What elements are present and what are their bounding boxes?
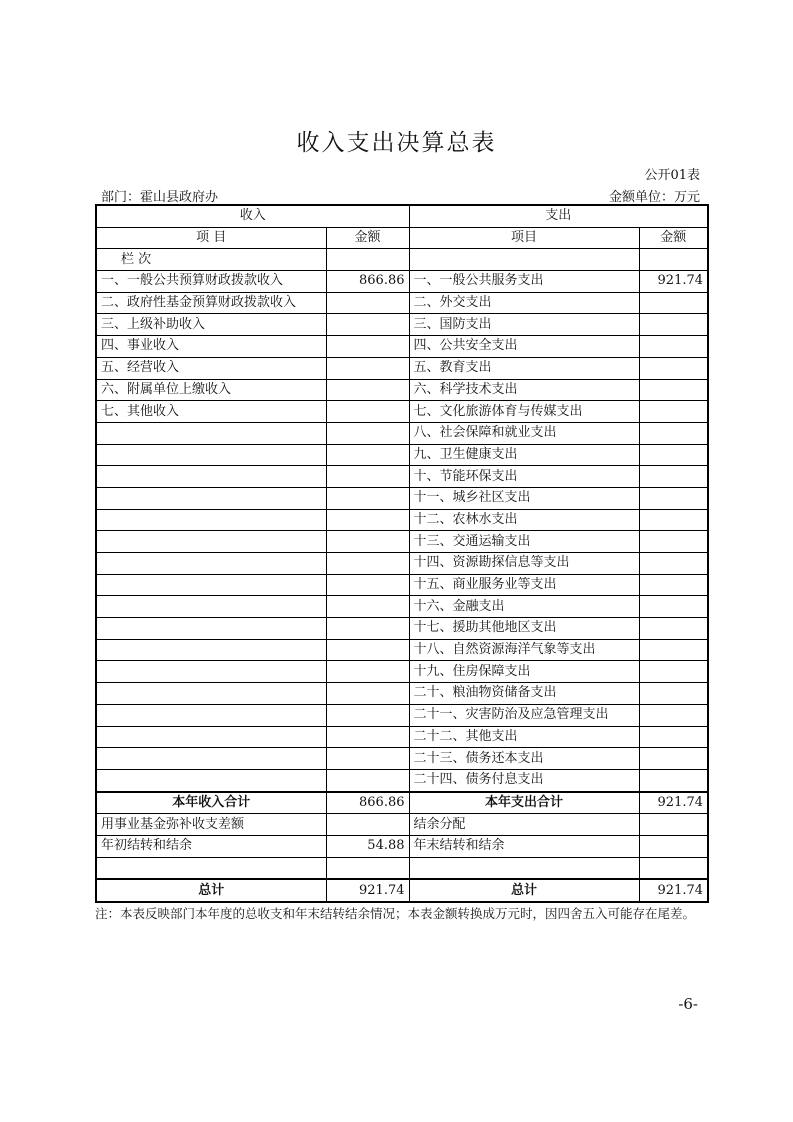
- expense-amount-cell: [639, 683, 708, 705]
- income-amount-cell: [326, 769, 409, 791]
- department-label: 部门：霍山县政府办: [101, 190, 219, 205]
- expense-item-cell: 九、卫生健康支出: [409, 444, 639, 466]
- income-item-cell: 四、事业收入: [96, 336, 326, 358]
- income-item-cell: [96, 553, 326, 575]
- income-amount-cell: [326, 357, 409, 379]
- expense-item-cell: 十八、自然资源海洋气象等支出: [409, 639, 639, 661]
- expense-amount-cell: [639, 509, 708, 531]
- table-row: [96, 466, 708, 488]
- expense-item-cell: 一、一般公共服务支出: [409, 271, 639, 293]
- year-total-row: [96, 792, 708, 814]
- summary-table: [95, 204, 709, 903]
- income-item-cell: 二、政府性基金预算财政拨款收入: [96, 292, 326, 314]
- income-amount-cell: [326, 553, 409, 575]
- income-amount-cell: [326, 444, 409, 466]
- income-item-cell: [96, 531, 326, 553]
- table-row: [96, 271, 708, 293]
- income-item-cell: [96, 769, 326, 791]
- income-item-cell: [96, 466, 326, 488]
- expense-amount-cell: [639, 401, 708, 423]
- income-amount-cell: [326, 661, 409, 683]
- expense-amount-cell: [639, 857, 708, 879]
- expense-amount-header: 金额: [639, 227, 708, 249]
- expense-amount-cell: [639, 336, 708, 358]
- income-amount-header: 金额: [326, 227, 409, 249]
- income-item-header: 项 目: [96, 227, 326, 249]
- grand-total-row: [96, 879, 708, 902]
- income-item-cell: [96, 618, 326, 640]
- income-amount-cell: [326, 336, 409, 358]
- expense-amount-cell: [639, 726, 708, 748]
- table-row: [96, 314, 708, 336]
- expense-amount-cell: [639, 835, 708, 857]
- income-item-cell: 七、其他收入: [96, 401, 326, 423]
- column-index-label: 栏 次: [96, 249, 326, 271]
- income-amount-cell: [326, 618, 409, 640]
- income-total-amount: 921.74: [326, 879, 409, 902]
- table-row: [96, 748, 708, 770]
- page-number: -6-: [678, 995, 698, 1013]
- expense-item-cell: 十三、交通运输支出: [409, 531, 639, 553]
- table-row: [96, 487, 708, 509]
- table-row: [96, 444, 708, 466]
- expense-item-cell: 二十四、债务付息支出: [409, 769, 639, 791]
- expense-item-header: 项目: [409, 227, 639, 249]
- table-row: [96, 661, 708, 683]
- table-row: [96, 683, 708, 705]
- expense-section-header: 支出: [409, 205, 708, 227]
- header-row-columns: [96, 227, 708, 249]
- expense-total-amount: 921.74: [639, 879, 708, 902]
- table-note: 注：本表反映部门本年度的总收支和年末结转结余情况；本表金额转换成万元时，因四舍五入可能存在尾差。: [95, 906, 696, 921]
- expense-item-cell: 六、科学技术支出: [409, 379, 639, 401]
- expense-item-cell: 二十一、灾害防治及应急管理支出: [409, 704, 639, 726]
- expense-item-cell: 二十三、债务还本支出: [409, 748, 639, 770]
- table-row: [96, 336, 708, 358]
- income-amount-cell: [326, 857, 409, 879]
- amount-unit-label: 金额单位：万元: [608, 190, 700, 205]
- table-row: [96, 769, 708, 791]
- expense-item-cell: 十七、援助其他地区支出: [409, 618, 639, 640]
- income-item-cell: [96, 444, 326, 466]
- table-row: [96, 422, 708, 444]
- expense-amount-cell: [639, 422, 708, 444]
- table-row: [96, 857, 708, 879]
- income-amount-cell: [326, 574, 409, 596]
- income-item-cell: 一、一般公共预算财政拨款收入: [96, 271, 326, 293]
- table-row: [96, 553, 708, 575]
- table-row: [96, 531, 708, 553]
- income-item-cell: [96, 596, 326, 618]
- income-item-cell: 五、经营收入: [96, 357, 326, 379]
- income-item-cell: 六、附属单位上缴收入: [96, 379, 326, 401]
- expense-amount-cell: [639, 574, 708, 596]
- income-amount-cell: [326, 531, 409, 553]
- expense-total-amount: 921.74: [639, 792, 708, 814]
- expense-amount-cell: [639, 639, 708, 661]
- expense-amount-cell: [639, 531, 708, 553]
- expense-amount-cell: [639, 357, 708, 379]
- expense-item-cell: 三、国防支出: [409, 314, 639, 336]
- income-amount-cell: [326, 683, 409, 705]
- table-row: [96, 379, 708, 401]
- income-item-cell: [96, 857, 326, 879]
- header-row-sections: [96, 205, 708, 227]
- expense-item-cell: 结余分配: [409, 814, 639, 836]
- income-total-label: 总计: [96, 879, 326, 902]
- table-row: [96, 835, 708, 857]
- expense-amount-cell: [639, 444, 708, 466]
- expense-item-cell: 十二、农林水支出: [409, 509, 639, 531]
- page-title: 收入支出决算总表: [296, 130, 497, 156]
- income-item-cell: [96, 639, 326, 661]
- income-amount-cell: [326, 639, 409, 661]
- income-item-cell: [96, 704, 326, 726]
- expense-amount-cell: [639, 814, 708, 836]
- table-cell: [326, 249, 409, 271]
- expense-amount-cell: [639, 487, 708, 509]
- expense-amount-cell: 921.74: [639, 271, 708, 293]
- income-item-cell: [96, 509, 326, 531]
- expense-amount-cell: [639, 314, 708, 336]
- income-item-cell: [96, 683, 326, 705]
- expense-item-cell: 二十、粮油物资储备支出: [409, 683, 639, 705]
- expense-item-cell: 十五、商业服务业等支出: [409, 574, 639, 596]
- expense-amount-cell: [639, 292, 708, 314]
- income-item-cell: [96, 748, 326, 770]
- table-row: [96, 704, 708, 726]
- income-amount-cell: [326, 466, 409, 488]
- income-item-cell: [96, 574, 326, 596]
- table-row: [96, 639, 708, 661]
- income-total-label: 本年收入合计: [96, 792, 326, 814]
- income-amount-cell: [326, 726, 409, 748]
- income-section-header: 收入: [96, 205, 409, 227]
- income-amount-cell: [326, 814, 409, 836]
- expense-item-cell: [409, 857, 639, 879]
- income-item-cell: 三、上级补助收入: [96, 314, 326, 336]
- table-row: [96, 292, 708, 314]
- income-amount-cell: [326, 401, 409, 423]
- income-amount-cell: [326, 292, 409, 314]
- expense-item-cell: 年末结转和结余: [409, 835, 639, 857]
- expense-item-cell: 八、社会保障和就业支出: [409, 422, 639, 444]
- expense-item-cell: 七、文化旅游体育与传媒支出: [409, 401, 639, 423]
- expense-amount-cell: [639, 596, 708, 618]
- column-index-row: [96, 249, 708, 271]
- expense-total-label: 总计: [409, 879, 639, 902]
- expense-item-cell: 二、外交支出: [409, 292, 639, 314]
- expense-amount-cell: [639, 466, 708, 488]
- income-item-cell: [96, 422, 326, 444]
- income-amount-cell: [326, 487, 409, 509]
- table-row: [96, 814, 708, 836]
- income-total-amount: 866.86: [326, 792, 409, 814]
- income-amount-cell: [326, 509, 409, 531]
- income-amount-cell: [326, 748, 409, 770]
- income-item-cell: [96, 487, 326, 509]
- expense-amount-cell: [639, 553, 708, 575]
- income-item-cell: [96, 726, 326, 748]
- expense-item-cell: 十、节能环保支出: [409, 466, 639, 488]
- table-row: [96, 509, 708, 531]
- expense-amount-cell: [639, 618, 708, 640]
- expense-item-cell: 十一、城乡社区支出: [409, 487, 639, 509]
- income-item-cell: [96, 661, 326, 683]
- expense-item-cell: 十四、资源勘探信息等支出: [409, 553, 639, 575]
- income-item-cell: 用事业基金弥补收支差额: [96, 814, 326, 836]
- income-item-cell: 年初结转和结余: [96, 835, 326, 857]
- income-amount-cell: [326, 704, 409, 726]
- expense-amount-cell: [639, 748, 708, 770]
- table-row: [96, 726, 708, 748]
- table-row: [96, 574, 708, 596]
- table-row: [96, 618, 708, 640]
- income-amount-cell: [326, 379, 409, 401]
- income-amount-cell: [326, 596, 409, 618]
- income-amount-cell: 54.88: [326, 835, 409, 857]
- expense-amount-cell: [639, 661, 708, 683]
- expense-item-cell: 二十二、其他支出: [409, 726, 639, 748]
- income-amount-cell: 866.86: [326, 271, 409, 293]
- table-row: [96, 357, 708, 379]
- expense-amount-cell: [639, 379, 708, 401]
- income-amount-cell: [326, 314, 409, 336]
- table-cell: [409, 249, 639, 271]
- expense-amount-cell: [639, 769, 708, 791]
- expense-item-cell: 四、公共安全支出: [409, 336, 639, 358]
- income-amount-cell: [326, 422, 409, 444]
- expense-item-cell: 五、教育支出: [409, 357, 639, 379]
- table-cell: [639, 249, 708, 271]
- expense-item-cell: 十九、住房保障支出: [409, 661, 639, 683]
- table-row: [96, 401, 708, 423]
- form-number: 公开01表: [644, 168, 700, 183]
- expense-amount-cell: [639, 704, 708, 726]
- expense-total-label: 本年支出合计: [409, 792, 639, 814]
- expense-item-cell: 十六、金融支出: [409, 596, 639, 618]
- table-row: [96, 596, 708, 618]
